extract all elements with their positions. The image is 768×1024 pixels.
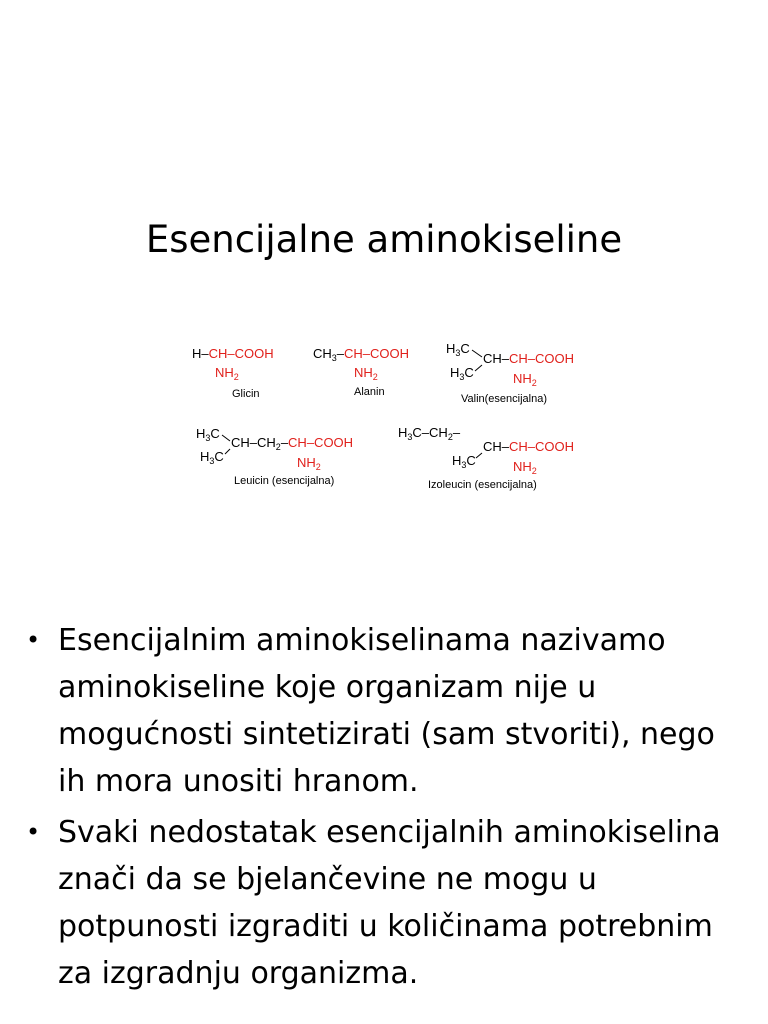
structure-alanin — [313, 346, 409, 398]
valin-nh2: $NH_2$ — [513, 371, 537, 388]
valin-h3c-bottom: $H_3C$ — [450, 365, 474, 382]
structure-glicin — [192, 346, 274, 400]
izoleucin-bond-bottom — [476, 453, 482, 458]
valin-label: Valin(esencijalna) — [461, 393, 548, 405]
leuicin-h3c-top: $H_3C$ — [196, 426, 220, 443]
glicin-formula: H–CH–COOH — [192, 346, 274, 361]
structures-svg — [186, 335, 596, 505]
valin-chain: CH–CH–COOH — [483, 351, 575, 366]
leuicin-h3c-bottom: $H_3C$ — [200, 449, 224, 466]
izoleucin-h3c-bottom: $H_3C$ — [452, 453, 476, 470]
bullet-text: Svaki nedostatak esencijalnih aminokiselina znači da se bjelančevine ne mogu u potpunosti izgraditi u količinama potrebnim za izgradnju organizma. — [58, 815, 721, 991]
bullet-item — [26, 809, 746, 997]
glicin-label: Glicin — [232, 388, 260, 400]
structure-valin — [446, 341, 574, 405]
alanin-nh2: $NH_2$ — [354, 365, 378, 382]
leuicin-bond-bottom — [225, 449, 230, 454]
bullet-item — [26, 617, 746, 805]
alanin-label: Alanin — [354, 386, 385, 398]
bullet-mark: • — [26, 626, 41, 654]
leuicin-nh2: $NH_2$ — [297, 455, 321, 472]
structure-izoleucin — [398, 425, 574, 491]
bullet-mark: • — [26, 818, 41, 846]
leuicin-label: Leuicin (esencijalna) — [234, 475, 335, 487]
structure-leuicin — [196, 426, 353, 487]
valin-h3c-top: $H_3C$ — [446, 341, 470, 358]
amino-acid-structures-figure — [186, 335, 596, 505]
leuicin-chain: $CH-CH_2-CH$–COOH — [231, 435, 354, 452]
valin-bond-bottom — [475, 365, 482, 371]
izoleucin-chain: CH–CH–COOH — [483, 439, 575, 454]
izoleucin-nh2: $NH_2$ — [513, 459, 537, 476]
glicin-nh2: $NH_2$ — [215, 365, 239, 382]
alanin-formula: $CH_3-CH$–COOH — [313, 346, 410, 363]
leuicin-bond-top — [222, 435, 230, 441]
slide-title: Esencijalne aminokiseline — [145, 218, 623, 261]
izoleucin-top-chain: $H_3C-CH_2-$ — [398, 425, 461, 442]
bullet-list — [26, 617, 746, 1001]
bullet-text: Esencijalnim aminokiselinama nazivamo aminokiseline koje organizam nije u mogućnosti sintetizirati (sam stvoriti), nego ih mora unositi hranom. — [58, 623, 715, 799]
valin-bond-top — [472, 350, 482, 357]
izoleucin-label: Izoleucin (esencijalna) — [428, 479, 537, 491]
